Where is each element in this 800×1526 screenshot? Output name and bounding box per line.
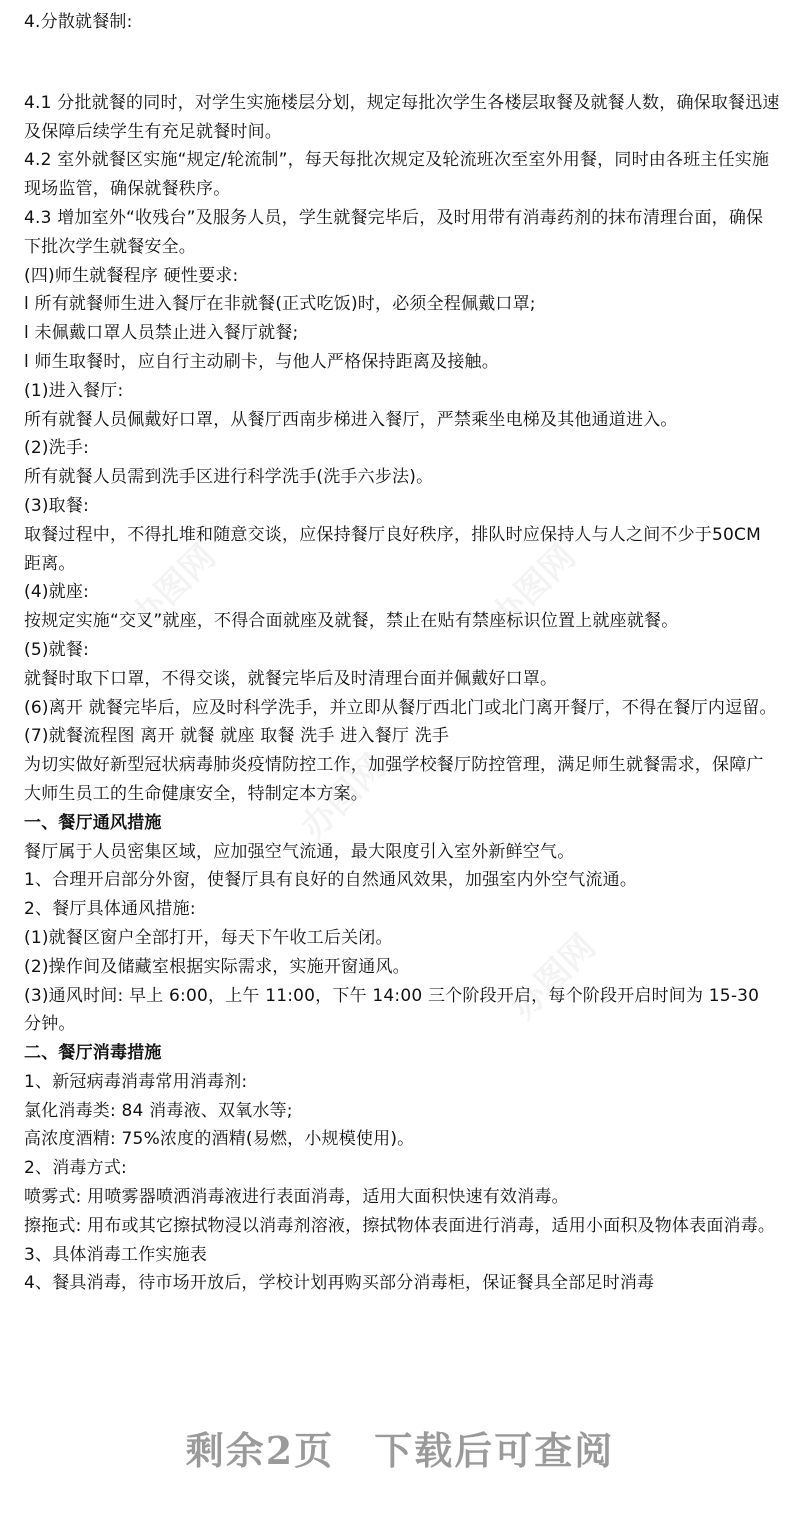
step-heading: (3)取餐: bbox=[24, 495, 90, 516]
paragraph: 4.1 分批就餐的同时，对学生实施楼层分划，规定每批次学生各楼层取餐及就餐人数，确保取餐迅速及保障后续学生有充足就餐时间。 bbox=[24, 92, 780, 142]
paragraph: (7)就餐流程图 离开 就餐 就座 取餐 洗手 进入餐厅 洗手 bbox=[24, 726, 450, 747]
list-item: l 师生取餐时，应自行主动刷卡，与他人严格保持距离及接触。 bbox=[24, 351, 499, 372]
spacer bbox=[24, 37, 780, 89]
step-heading: (2)洗手: bbox=[24, 438, 90, 459]
watermark-logo: 办图网 bbox=[293, 746, 394, 848]
section-heading: 一、餐厅通风措施 bbox=[24, 812, 162, 833]
paragraph: (1)就餐区窗户全部打开，每天下午收工后关闭。 bbox=[24, 927, 393, 948]
paragraph: 所有就餐人员需到洗手区进行科学洗手(洗手六步法)。 bbox=[24, 467, 434, 488]
paragraph: 2、消毒方式: bbox=[24, 1158, 127, 1179]
list-item: l 未佩戴口罩人员禁止进入餐厅就餐; bbox=[24, 323, 299, 344]
step-heading: (4)就座: bbox=[24, 582, 90, 603]
paragraph: 氯化消毒类: 84 消毒液、双氧水等; bbox=[24, 1100, 293, 1121]
watermark-logo: 办图网 bbox=[483, 536, 584, 638]
paragraph: 1、新冠病毒消毒常用消毒剂: bbox=[24, 1071, 248, 1092]
paragraph: 取餐过程中，不得扎堆和随意交谈，应保持餐厅良好秩序，排队时应保持人与人之间不少于50CM 距离。 bbox=[24, 524, 761, 574]
paragraph: 按规定实施“交叉”就座，不得合面就座及就餐，禁止在贴有禁座标识位置上就座就餐。 bbox=[24, 611, 679, 632]
paragraph: 为切实做好新型冠状病毒肺炎疫情防控工作，加强学校餐厅防控管理，满足师生就餐需求，保障广大师生员工的生命健康安全，特制定本方案。 bbox=[24, 755, 764, 804]
section-heading: 二、餐厅消毒措施 bbox=[24, 1043, 162, 1064]
step-heading: (1)进入餐厅: bbox=[24, 380, 124, 401]
paragraph: 擦拖式: 用布或其它擦拭物浸以消毒剂溶液，擦拭物体表面进行消毒，适用小面积及物体表面消毒。 bbox=[24, 1215, 776, 1236]
paragraph: (6)离开 就餐完毕后，应及时科学洗手，并立即从餐厅西北门或北门离开餐厅，不得在餐厅内逗留。 bbox=[24, 697, 777, 718]
paragraph: 就餐时取下口罩，不得交谈，就餐完毕后及时清理台面并佩戴好口罩。 bbox=[24, 668, 558, 689]
paragraph: 2、餐厅具体通风措施: bbox=[24, 899, 196, 920]
paragraph: 4.分散就餐制: bbox=[24, 12, 133, 32]
document-body bbox=[24, 8, 780, 1298]
paragraph: 高浓度酒精: 75%浓度的酒精(易燃，小规模使用)。 bbox=[24, 1129, 415, 1150]
paragraph: 餐厅属于人员密集区域，应加强空气流通，最大限度引入室外新鲜空气。 bbox=[24, 841, 575, 862]
watermark-logo: 办图网 bbox=[503, 926, 604, 1028]
section-heading: (四)师生就餐程序 硬性要求: bbox=[24, 265, 239, 286]
download-prompt[interactable]: 剩余2页 下载后可查阅 bbox=[185, 1428, 615, 1473]
paragraph: 喷雾式: 用喷雾器喷洒消毒液进行表面消毒，适用大面积快速有效消毒。 bbox=[24, 1187, 569, 1208]
watermark-logo: 办图网 bbox=[123, 536, 224, 638]
paragraph: 4.3 增加室外“收残台”及服务人员，学生就餐完毕后，及时用带有消毒药剂的抹布清理台面，确保下批次学生就餐安全。 bbox=[24, 207, 764, 257]
list-item: l 所有就餐师生进入餐厅在非就餐(正式吃饭)时，必须全程佩戴口罩; bbox=[24, 294, 536, 315]
step-heading: (5)就餐: bbox=[24, 639, 90, 660]
paragraph: (3)通风时间: 早上 6:00，上午 11:00，下午 14:00 三个阶段开启，每个阶段开启时间为 15-30 分钟。 bbox=[24, 985, 760, 1035]
paragraph: 4.2 室外就餐区实施“规定/轮流制”，每天每批次规定及轮流班次至室外用餐，同时由各班主任实施现场监管，确保就餐秩序。 bbox=[24, 150, 770, 200]
paragraph: (2)操作间及储藏室根据实际需求，实施开窗通风。 bbox=[24, 956, 410, 977]
paragraph: 4、餐具消毒，待市场开放后，学校计划再购买部分消毒柜，保证餐具全部足时消毒 bbox=[24, 1273, 655, 1294]
paragraph: 所有就餐人员佩戴好口罩，从餐厅西南步梯进入餐厅，严禁乘坐电梯及其他通道进入。 bbox=[24, 409, 678, 430]
paragraph: 1、合理开启部分外窗，使餐厅具有良好的自然通风效果，加强室内外空气流通。 bbox=[24, 870, 638, 891]
paragraph: 3、具体消毒工作实施表 bbox=[24, 1244, 208, 1265]
